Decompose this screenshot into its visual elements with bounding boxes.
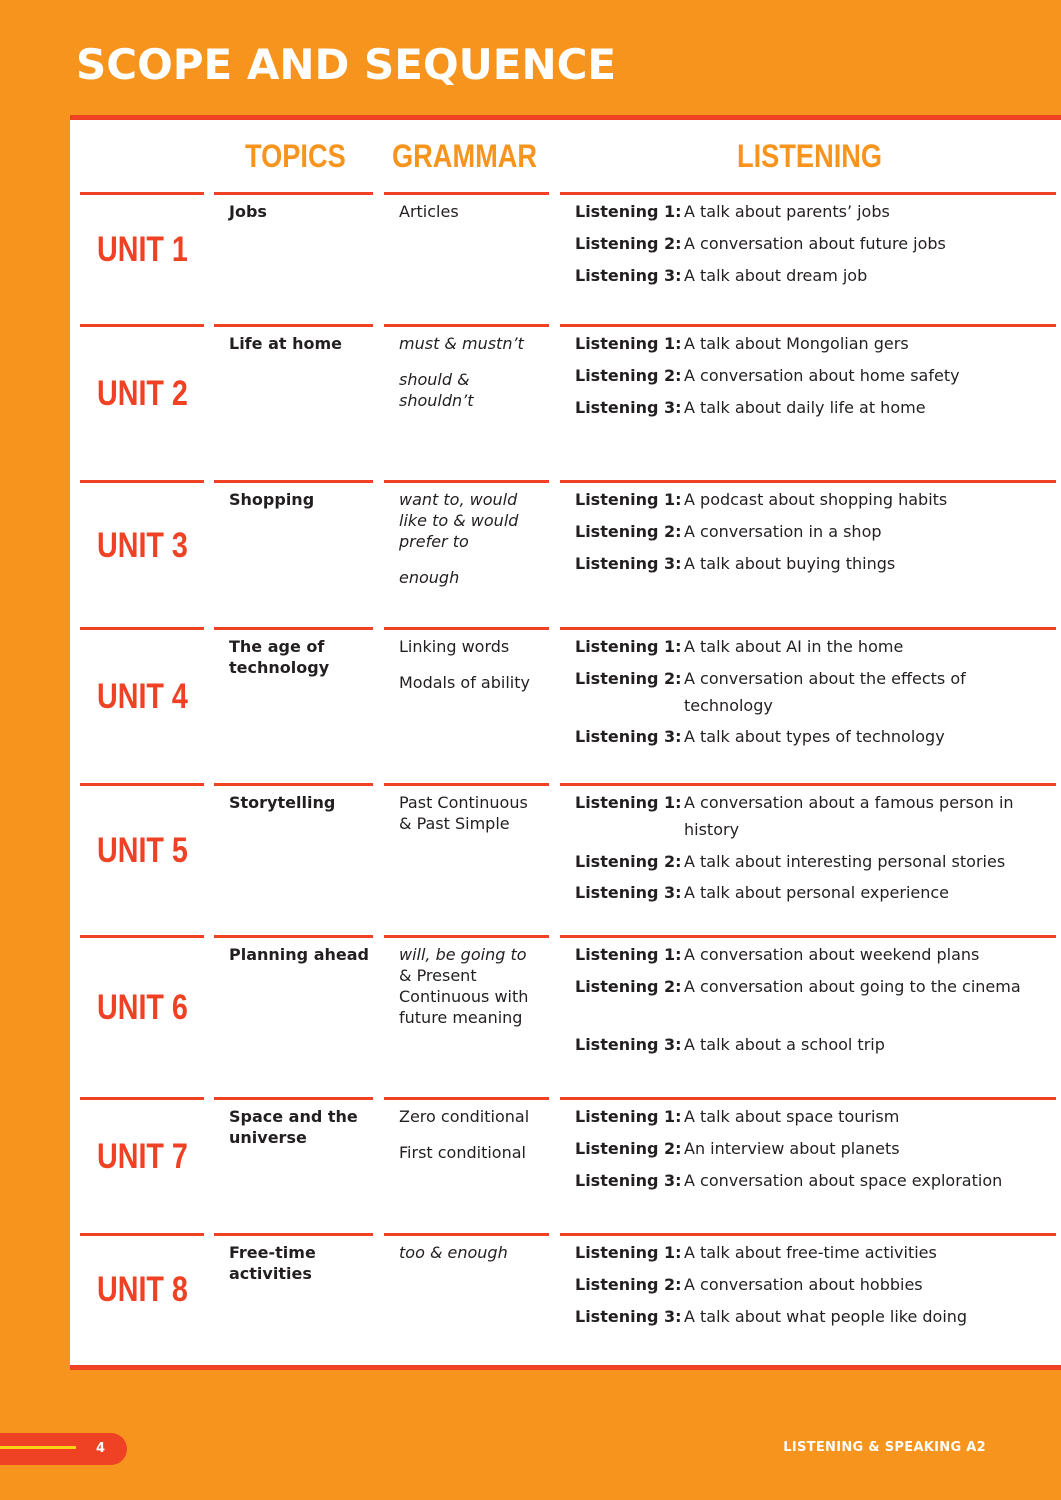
grammar-cell <box>399 1242 549 1278</box>
grammar-cell <box>399 944 549 1043</box>
listening-label: Listening 2: <box>575 1139 682 1158</box>
topics-header: TOPICS <box>245 138 346 174</box>
unit-label: UNIT 4 <box>97 677 188 716</box>
row-divider <box>214 1233 373 1236</box>
grammar-line: First conditional <box>399 1143 526 1162</box>
grammar-cell <box>399 489 549 603</box>
grammar-line: will, be going to <box>399 945 527 964</box>
unit-label: UNIT 3 <box>97 525 188 565</box>
grammar-line: too & enough <box>399 1243 508 1262</box>
listening-label: Listening 1: <box>575 1107 682 1126</box>
grammar-item <box>399 1242 549 1263</box>
listening-text: A talk about daily life at home <box>684 398 926 417</box>
listening-label: Listening 3: <box>575 1171 682 1190</box>
listening-text: A conversation in a shop <box>684 522 882 541</box>
row-divider <box>384 192 549 195</box>
grammar-line: Articles <box>399 202 459 221</box>
listening-label: Listening 3: <box>575 883 682 902</box>
topic-cell: Storytelling <box>229 793 336 812</box>
row-divider <box>560 627 1056 630</box>
grammar-line: Past Continuous <box>399 793 528 812</box>
listening-label: Listening 3: <box>575 266 682 285</box>
listening-label: Listening 1: <box>575 1243 682 1262</box>
listening-text: A conversation about the effects of technology <box>684 669 966 715</box>
row-divider <box>80 1233 204 1236</box>
grammar-line: like to & would <box>399 511 519 530</box>
listening-label: Listening 2: <box>575 366 682 385</box>
page-title: SCOPE AND SEQUENCE <box>76 40 617 89</box>
row-divider <box>80 324 204 327</box>
grammar-header: GRAMMAR <box>392 138 538 174</box>
row-divider <box>214 783 373 786</box>
grammar-line: Linking words <box>399 637 510 656</box>
unit-label: UNIT 7 <box>97 1137 188 1176</box>
grammar-item <box>399 672 549 693</box>
listening-text: A talk about personal experience <box>684 883 950 902</box>
row-divider <box>214 324 373 327</box>
row-divider <box>560 324 1056 327</box>
grammar-line: prefer to <box>399 532 469 551</box>
listening-label: Listening 3: <box>575 554 682 573</box>
grammar-line: Continuous with <box>399 987 529 1006</box>
row-divider <box>214 627 373 630</box>
grammar-item <box>399 333 549 354</box>
grammar-item <box>399 489 549 552</box>
page-number-tab <box>0 1433 127 1465</box>
grammar-item <box>399 567 549 588</box>
grammar-cell <box>399 636 549 708</box>
grammar-item <box>399 944 549 1028</box>
grammar-line: future meaning <box>399 1008 523 1027</box>
grammar-line: Modals of ability <box>399 673 530 692</box>
topic-cell: Space and the universe <box>229 1107 358 1147</box>
row-divider <box>214 480 373 483</box>
grammar-item <box>399 369 549 411</box>
row-divider <box>214 935 373 938</box>
row-divider <box>384 1097 549 1100</box>
listening-text: A talk about space tourism <box>684 1107 900 1126</box>
row-divider <box>80 192 204 195</box>
page-number: 4 <box>96 1441 106 1456</box>
row-divider <box>384 783 549 786</box>
listening-text: A talk about what people like doing <box>684 1307 968 1326</box>
listening-label: Listening 2: <box>575 234 682 253</box>
row-divider <box>384 935 549 938</box>
footer-accent-line <box>0 1446 76 1449</box>
listening-text: A conversation about space exploration <box>684 1171 1003 1190</box>
listening-header: LISTENING <box>737 138 883 174</box>
grammar-line: enough <box>399 568 460 587</box>
listening-label: Listening 1: <box>575 490 682 509</box>
listening-text: A talk about buying things <box>684 554 896 573</box>
row-divider <box>80 935 204 938</box>
grammar-cell <box>399 792 549 849</box>
grammar-cell <box>399 333 549 426</box>
unit-label: UNIT 1 <box>97 230 188 269</box>
row-divider <box>80 1097 204 1100</box>
listening-label: Listening 2: <box>575 1275 682 1294</box>
grammar-item <box>399 201 549 222</box>
grammar-line: should & <box>399 370 470 389</box>
row-divider <box>560 192 1056 195</box>
unit-label: UNIT 2 <box>97 374 188 413</box>
row-divider <box>560 935 1056 938</box>
listening-label: Listening 3: <box>575 1035 682 1054</box>
listening-label: Listening 1: <box>575 334 682 353</box>
listening-label: Listening 2: <box>575 852 682 871</box>
listening-label: Listening 2: <box>575 977 682 996</box>
grammar-line: shouldn’t <box>399 391 474 410</box>
unit-label: UNIT 6 <box>97 988 188 1027</box>
grammar-line: & Past Simple <box>399 814 510 833</box>
row-divider <box>384 480 549 483</box>
listening-text: A conversation about home safety <box>684 366 960 385</box>
listening-label: Listening 3: <box>575 727 682 746</box>
topic-cell: Free-time activities <box>229 1243 316 1283</box>
unit-label: UNIT 5 <box>97 831 188 870</box>
row-divider <box>560 1233 1056 1236</box>
listening-text: A podcast about shopping habits <box>684 490 948 509</box>
grammar-line: want to, would <box>399 490 518 509</box>
listening-text: A talk about AI in the home <box>684 637 904 656</box>
grammar-item <box>399 636 549 657</box>
listening-text: A conversation about going to the cinema <box>684 977 1021 996</box>
row-divider <box>214 1097 373 1100</box>
row-divider <box>384 627 549 630</box>
grammar-item <box>399 1142 549 1163</box>
listening-label: Listening 1: <box>575 793 682 812</box>
book-title: LISTENING & SPEAKING A2 <box>783 1440 986 1455</box>
row-divider <box>384 324 549 327</box>
grammar-cell <box>399 1106 549 1178</box>
listening-text: A conversation about a famous person in history <box>684 793 1014 839</box>
scope-table <box>70 115 1061 1370</box>
listening-text: A conversation about weekend plans <box>684 945 980 964</box>
row-divider <box>384 1233 549 1236</box>
grammar-line: & Present <box>399 966 477 985</box>
row-divider <box>80 783 204 786</box>
listening-text: A conversation about hobbies <box>684 1275 923 1294</box>
topic-cell: Life at home <box>229 334 342 353</box>
listening-text: A talk about interesting personal stories <box>684 852 1006 871</box>
topic-cell: Jobs <box>229 202 267 221</box>
row-divider <box>80 480 204 483</box>
listening-label: Listening 1: <box>575 637 682 656</box>
topic-cell: Planning ahead <box>229 945 369 964</box>
listening-text: A conversation about future jobs <box>684 234 946 253</box>
row-divider <box>560 1097 1056 1100</box>
listening-text: A talk about a school trip <box>684 1035 885 1054</box>
grammar-item <box>399 792 549 834</box>
listening-label: Listening 3: <box>575 1307 682 1326</box>
topic-cell: Shopping <box>229 490 315 509</box>
listening-text: A talk about types of technology <box>684 727 945 746</box>
row-divider <box>560 783 1056 786</box>
listening-label: Listening 2: <box>575 522 682 541</box>
listening-label: Listening 1: <box>575 202 682 221</box>
listening-text: A talk about dream job <box>684 266 868 285</box>
topic-cell: The age of technology <box>229 637 330 677</box>
grammar-item <box>399 1106 549 1127</box>
grammar-line: must & mustn’t <box>399 334 524 353</box>
grammar-cell <box>399 201 549 237</box>
listening-label: Listening 3: <box>575 398 682 417</box>
listening-text: A talk about free-time activities <box>684 1243 937 1262</box>
listening-text: An interview about planets <box>684 1139 900 1158</box>
listening-text: A talk about parents’ jobs <box>684 202 890 221</box>
listening-label: Listening 2: <box>575 669 682 688</box>
listening-label: Listening 1: <box>575 945 682 964</box>
grammar-line: Zero conditional <box>399 1107 530 1126</box>
row-divider <box>214 192 373 195</box>
listening-text: A talk about Mongolian gers <box>684 334 909 353</box>
row-divider <box>560 480 1056 483</box>
unit-label: UNIT 8 <box>97 1270 188 1309</box>
row-divider <box>80 627 204 630</box>
